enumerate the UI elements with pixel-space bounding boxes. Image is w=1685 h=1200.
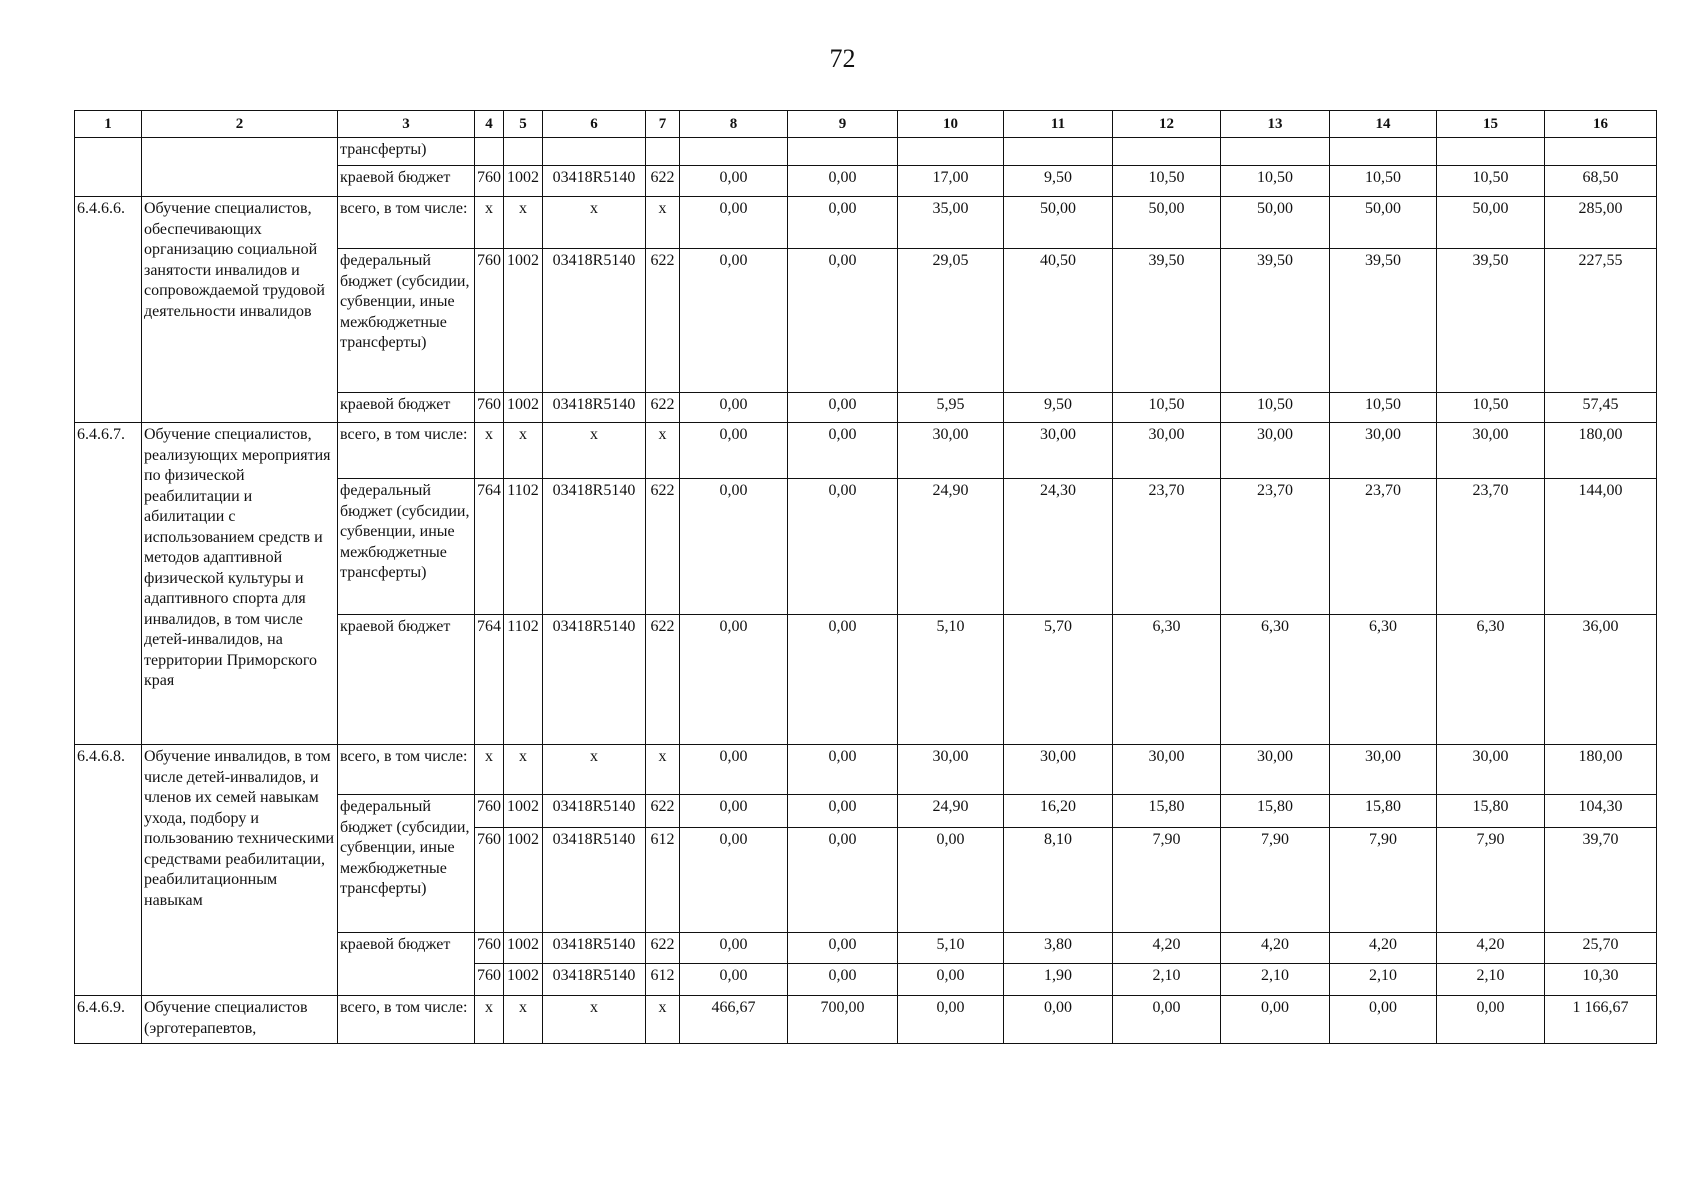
- source-cell: всего, в том числе:: [338, 197, 475, 249]
- value-col16: 57,45: [1545, 393, 1657, 423]
- value-col8: 0,00: [680, 423, 788, 479]
- empty-cell: [898, 138, 1004, 166]
- value-col13: 0,00: [1221, 996, 1330, 1044]
- kbk-col4: 764: [475, 615, 504, 745]
- value-col16: 144,00: [1545, 479, 1657, 615]
- source-cell: краевой бюджет: [338, 166, 475, 197]
- value-col11: 8,10: [1004, 828, 1113, 933]
- value-col9: 0,00: [788, 423, 898, 479]
- empty-cell: [1221, 138, 1330, 166]
- source-cell: федеральный бюджет (субсидии, субвенции, иные межбюджетные трансферты): [338, 479, 475, 615]
- kbk-col5: 1102: [504, 615, 543, 745]
- source-cell: трансферты): [338, 138, 475, 166]
- value-col16: 227,55: [1545, 249, 1657, 393]
- kbk-col7: 622: [646, 166, 680, 197]
- value-col13: 39,50: [1221, 249, 1330, 393]
- value-col10: 30,00: [898, 745, 1004, 795]
- value-col14: 0,00: [1330, 996, 1437, 1044]
- kbk-col7: x: [646, 423, 680, 479]
- value-col16: 25,70: [1545, 933, 1657, 964]
- kbk-col7: 622: [646, 795, 680, 828]
- value-col14: 6,30: [1330, 615, 1437, 745]
- kbk-col7: 622: [646, 615, 680, 745]
- value-col8: 0,00: [680, 745, 788, 795]
- column-header-16: 16: [1545, 111, 1657, 138]
- column-header-2: 2: [142, 111, 338, 138]
- item-name: Обучение инвалидов, в том числе детей-инвалидов, и членов их семей навыкам ухода, подбору и пользованию техническими средствами реабилитации, реабилитационным навыкам: [142, 745, 338, 996]
- kbk-col4: 760: [475, 166, 504, 197]
- value-col14: 23,70: [1330, 479, 1437, 615]
- value-col15: 4,20: [1437, 933, 1545, 964]
- value-col13: 2,10: [1221, 964, 1330, 996]
- value-col14: 10,50: [1330, 393, 1437, 423]
- kbk-col5: x: [504, 745, 543, 795]
- value-col11: 9,50: [1004, 393, 1113, 423]
- value-col9: 0,00: [788, 745, 898, 795]
- value-col12: 2,10: [1113, 964, 1221, 996]
- value-col8: 0,00: [680, 479, 788, 615]
- kbk-col5: 1102: [504, 479, 543, 615]
- value-col15: 23,70: [1437, 479, 1545, 615]
- column-header-1: 1: [75, 111, 142, 138]
- kbk-col7: 612: [646, 828, 680, 933]
- value-col15: 7,90: [1437, 828, 1545, 933]
- value-col11: 9,50: [1004, 166, 1113, 197]
- value-col12: 4,20: [1113, 933, 1221, 964]
- value-col10: 5,10: [898, 615, 1004, 745]
- empty-cell: [1113, 138, 1221, 166]
- table-body: [75, 138, 1657, 1044]
- value-col11: 40,50: [1004, 249, 1113, 393]
- value-col11: 0,00: [1004, 996, 1113, 1044]
- column-header-14: 14: [1330, 111, 1437, 138]
- column-header-7: 7: [646, 111, 680, 138]
- value-col9: 0,00: [788, 249, 898, 393]
- kbk-col5: 1002: [504, 828, 543, 933]
- value-col12: 39,50: [1113, 249, 1221, 393]
- value-col16: 68,50: [1545, 166, 1657, 197]
- column-header-4: 4: [475, 111, 504, 138]
- empty-cell: [646, 138, 680, 166]
- source-cell: краевой бюджет: [338, 933, 475, 996]
- value-col12: 0,00: [1113, 996, 1221, 1044]
- kbk-col5: 1002: [504, 964, 543, 996]
- value-col11: 16,20: [1004, 795, 1113, 828]
- value-col9: 0,00: [788, 393, 898, 423]
- value-col15: 10,50: [1437, 393, 1545, 423]
- value-col14: 30,00: [1330, 423, 1437, 479]
- value-col9: 0,00: [788, 615, 898, 745]
- value-col16: 104,30: [1545, 795, 1657, 828]
- kbk-col4: 760: [475, 964, 504, 996]
- column-header-11: 11: [1004, 111, 1113, 138]
- kbk-col5: 1002: [504, 795, 543, 828]
- value-col13: 10,50: [1221, 166, 1330, 197]
- value-col10: 17,00: [898, 166, 1004, 197]
- kbk-col7: x: [646, 197, 680, 249]
- source-cell: всего, в том числе:: [338, 745, 475, 795]
- value-col10: 5,95: [898, 393, 1004, 423]
- column-header-5: 5: [504, 111, 543, 138]
- value-col10: 0,00: [898, 964, 1004, 996]
- value-col10: 24,90: [898, 479, 1004, 615]
- kbk-col7: 622: [646, 393, 680, 423]
- column-header-9: 9: [788, 111, 898, 138]
- value-col12: 6,30: [1113, 615, 1221, 745]
- value-col13: 50,00: [1221, 197, 1330, 249]
- value-col15: 6,30: [1437, 615, 1545, 745]
- value-col16: 39,70: [1545, 828, 1657, 933]
- column-header-13: 13: [1221, 111, 1330, 138]
- kbk-col5: 1002: [504, 933, 543, 964]
- value-col12: 15,80: [1113, 795, 1221, 828]
- table-row: [75, 197, 1657, 249]
- empty-cell: [1437, 138, 1545, 166]
- kbk-col6: 03418R5140: [543, 249, 646, 393]
- column-header-6: 6: [543, 111, 646, 138]
- value-col8: 0,00: [680, 964, 788, 996]
- value-col9: 700,00: [788, 996, 898, 1044]
- kbk-col4: x: [475, 996, 504, 1044]
- value-col13: 10,50: [1221, 393, 1330, 423]
- value-col12: 30,00: [1113, 745, 1221, 795]
- item-code: 6.4.6.7.: [75, 423, 142, 745]
- value-col16: 1 166,67: [1545, 996, 1657, 1044]
- table-row: [75, 996, 1657, 1044]
- empty-cell: [543, 138, 646, 166]
- kbk-col4: 764: [475, 479, 504, 615]
- value-col13: 7,90: [1221, 828, 1330, 933]
- kbk-col6: 03418R5140: [543, 615, 646, 745]
- value-col16: 10,30: [1545, 964, 1657, 996]
- value-col8: 0,00: [680, 795, 788, 828]
- value-col14: 39,50: [1330, 249, 1437, 393]
- kbk-col4: 760: [475, 795, 504, 828]
- value-col13: 4,20: [1221, 933, 1330, 964]
- page-number: 72: [829, 44, 856, 73]
- value-col14: 2,10: [1330, 964, 1437, 996]
- kbk-col4: x: [475, 423, 504, 479]
- code-cell: [75, 138, 142, 197]
- kbk-col6: x: [543, 996, 646, 1044]
- value-col13: 15,80: [1221, 795, 1330, 828]
- kbk-col4: 760: [475, 828, 504, 933]
- table-row: [75, 745, 1657, 795]
- source-cell: федеральный бюджет (субсидии, субвенции, иные межбюджетные трансферты): [338, 795, 475, 933]
- source-cell: краевой бюджет: [338, 615, 475, 745]
- kbk-col6: 03418R5140: [543, 964, 646, 996]
- empty-cell: [504, 138, 543, 166]
- budget-table: [74, 110, 1657, 1044]
- kbk-col7: x: [646, 996, 680, 1044]
- value-col11: 50,00: [1004, 197, 1113, 249]
- kbk-col7: 622: [646, 479, 680, 615]
- item-code: 6.4.6.8.: [75, 745, 142, 996]
- value-col16: 285,00: [1545, 197, 1657, 249]
- value-col15: 10,50: [1437, 166, 1545, 197]
- kbk-col6: 03418R5140: [543, 479, 646, 615]
- value-col16: 180,00: [1545, 745, 1657, 795]
- item-name: Обучение специалистов, реализующих мероприятия по физической реабилитации и абилитации с использованием средств и методов адаптивной физической культуры и адаптивного спорта для инвалидов, в том числе детей-инвалидов, на территории Приморского края: [142, 423, 338, 745]
- value-col14: 50,00: [1330, 197, 1437, 249]
- value-col10: 0,00: [898, 828, 1004, 933]
- value-col9: 0,00: [788, 166, 898, 197]
- value-col8: 466,67: [680, 996, 788, 1044]
- kbk-col4: x: [475, 197, 504, 249]
- item-name: Обучение специалистов, обеспечивающих организацию социальной занятости инвалидов и сопровождаемой трудовой деятельности инвалидов: [142, 197, 338, 423]
- value-col12: 23,70: [1113, 479, 1221, 615]
- value-col14: 4,20: [1330, 933, 1437, 964]
- column-header-15: 15: [1437, 111, 1545, 138]
- kbk-col7: 612: [646, 964, 680, 996]
- value-col13: 30,00: [1221, 745, 1330, 795]
- value-col12: 30,00: [1113, 423, 1221, 479]
- value-col11: 1,90: [1004, 964, 1113, 996]
- kbk-col4: 760: [475, 933, 504, 964]
- value-col11: 30,00: [1004, 423, 1113, 479]
- kbk-col5: 1002: [504, 393, 543, 423]
- kbk-col5: 1002: [504, 166, 543, 197]
- value-col15: 15,80: [1437, 795, 1545, 828]
- column-header-8: 8: [680, 111, 788, 138]
- column-header-10: 10: [898, 111, 1004, 138]
- value-col9: 0,00: [788, 197, 898, 249]
- value-col12: 10,50: [1113, 166, 1221, 197]
- value-col15: 50,00: [1437, 197, 1545, 249]
- column-header-3: 3: [338, 111, 475, 138]
- kbk-col6: 03418R5140: [543, 166, 646, 197]
- kbk-col6: x: [543, 423, 646, 479]
- column-header-12: 12: [1113, 111, 1221, 138]
- value-col10: 29,05: [898, 249, 1004, 393]
- kbk-col4: 760: [475, 249, 504, 393]
- item-code: 6.4.6.9.: [75, 996, 142, 1044]
- kbk-col5: x: [504, 996, 543, 1044]
- value-col9: 0,00: [788, 828, 898, 933]
- kbk-col6: 03418R5140: [543, 933, 646, 964]
- kbk-col6: 03418R5140: [543, 795, 646, 828]
- value-col10: 30,00: [898, 423, 1004, 479]
- kbk-col6: x: [543, 745, 646, 795]
- value-col11: 30,00: [1004, 745, 1113, 795]
- kbk-col7: x: [646, 745, 680, 795]
- source-cell: всего, в том числе:: [338, 423, 475, 479]
- value-col11: 3,80: [1004, 933, 1113, 964]
- kbk-col6: 03418R5140: [543, 393, 646, 423]
- value-col10: 5,10: [898, 933, 1004, 964]
- value-col8: 0,00: [680, 615, 788, 745]
- value-col15: 39,50: [1437, 249, 1545, 393]
- value-col9: 0,00: [788, 479, 898, 615]
- empty-cell: [680, 138, 788, 166]
- value-col10: 35,00: [898, 197, 1004, 249]
- value-col16: 180,00: [1545, 423, 1657, 479]
- value-col14: 30,00: [1330, 745, 1437, 795]
- value-col14: 7,90: [1330, 828, 1437, 933]
- name-cell: [142, 138, 338, 197]
- value-col8: 0,00: [680, 393, 788, 423]
- table-row: [75, 138, 1657, 166]
- empty-cell: [1545, 138, 1657, 166]
- value-col9: 0,00: [788, 795, 898, 828]
- empty-cell: [1330, 138, 1437, 166]
- value-col12: 7,90: [1113, 828, 1221, 933]
- value-col13: 30,00: [1221, 423, 1330, 479]
- header-row: [75, 111, 1657, 138]
- kbk-col7: 622: [646, 249, 680, 393]
- kbk-col6: x: [543, 197, 646, 249]
- value-col15: 30,00: [1437, 423, 1545, 479]
- item-code: 6.4.6.6.: [75, 197, 142, 423]
- value-col10: 24,90: [898, 795, 1004, 828]
- value-col8: 0,00: [680, 933, 788, 964]
- value-col12: 10,50: [1113, 393, 1221, 423]
- table-row: [75, 423, 1657, 479]
- value-col13: 23,70: [1221, 479, 1330, 615]
- value-col15: 0,00: [1437, 996, 1545, 1044]
- source-cell: федеральный бюджет (субсидии, субвенции, иные межбюджетные трансферты): [338, 249, 475, 393]
- source-cell: всего, в том числе:: [338, 996, 475, 1044]
- value-col16: 36,00: [1545, 615, 1657, 745]
- value-col9: 0,00: [788, 964, 898, 996]
- value-col14: 15,80: [1330, 795, 1437, 828]
- kbk-col4: x: [475, 745, 504, 795]
- empty-cell: [1004, 138, 1113, 166]
- kbk-col4: 760: [475, 393, 504, 423]
- kbk-col7: 622: [646, 933, 680, 964]
- kbk-col5: x: [504, 423, 543, 479]
- item-name: Обучение специалистов (эрготерапевтов,: [142, 996, 338, 1044]
- value-col10: 0,00: [898, 996, 1004, 1044]
- value-col13: 6,30: [1221, 615, 1330, 745]
- empty-cell: [788, 138, 898, 166]
- value-col8: 0,00: [680, 166, 788, 197]
- value-col15: 30,00: [1437, 745, 1545, 795]
- value-col14: 10,50: [1330, 166, 1437, 197]
- value-col15: 2,10: [1437, 964, 1545, 996]
- value-col9: 0,00: [788, 933, 898, 964]
- value-col8: 0,00: [680, 828, 788, 933]
- kbk-col5: 1002: [504, 249, 543, 393]
- empty-cell: [475, 138, 504, 166]
- value-col11: 5,70: [1004, 615, 1113, 745]
- value-col8: 0,00: [680, 249, 788, 393]
- kbk-col5: x: [504, 197, 543, 249]
- kbk-col6: 03418R5140: [543, 828, 646, 933]
- value-col8: 0,00: [680, 197, 788, 249]
- value-col12: 50,00: [1113, 197, 1221, 249]
- value-col11: 24,30: [1004, 479, 1113, 615]
- source-cell: краевой бюджет: [338, 393, 475, 423]
